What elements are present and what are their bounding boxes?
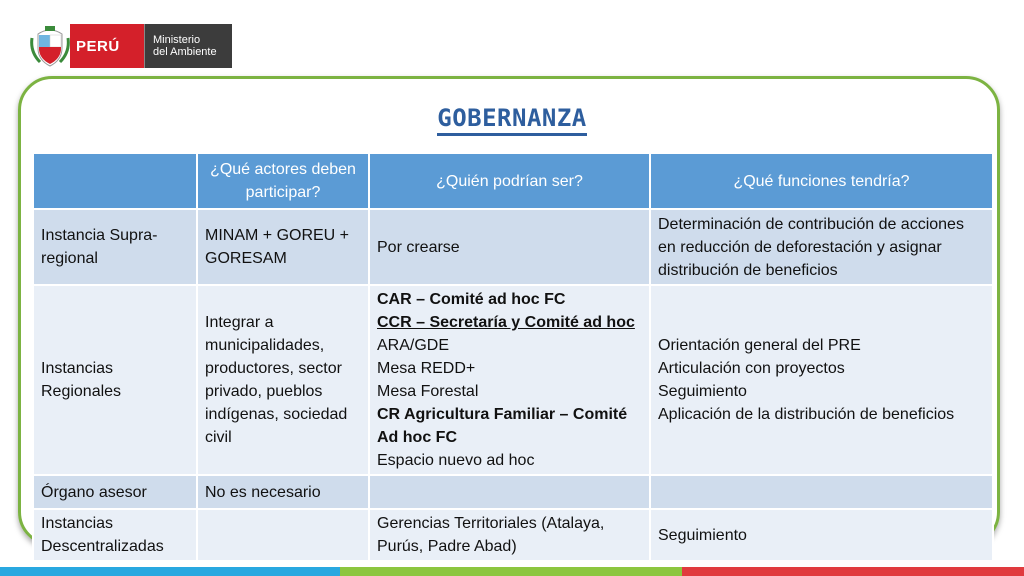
footer-stripe-green <box>340 567 682 576</box>
actors-cell: No es necesario <box>197 475 369 509</box>
ministry-name <box>144 24 232 68</box>
table-row <box>33 285 993 475</box>
peru-ministry-logo <box>30 24 232 68</box>
header-cell-empty <box>33 153 197 209</box>
function-line: Determinación de contribución de acciones en reducción de deforestación y asignar distribución de beneficios <box>658 215 964 279</box>
ministry-line1: Ministerio <box>153 34 201 46</box>
who-line: CAR – Comité ad hoc FC <box>377 291 566 308</box>
country-label: PERÚ <box>70 24 144 68</box>
function-line: Seguimiento <box>658 383 747 400</box>
actors-cell: MINAM + GOREU + GORESAM <box>197 209 369 285</box>
functions-cell <box>650 285 993 475</box>
instance-cell: Órgano asesor <box>33 475 197 509</box>
who-line: Gerencias Territoriales (Atalaya, Purús, Padre Abad) <box>377 515 605 555</box>
functions-cell <box>650 509 993 561</box>
who-line: Por crearse <box>377 238 460 256</box>
function-line: Seguimiento <box>658 526 747 544</box>
who-line: Mesa REDD+ <box>377 360 476 377</box>
instance-cell: Instancias Descentralizadas <box>33 509 197 561</box>
ministry-line2: del Ambiente <box>153 46 217 58</box>
functions-cell <box>650 209 993 285</box>
who-cell <box>369 209 650 285</box>
footer-stripe-red <box>682 567 1024 576</box>
table-header-row <box>33 153 993 209</box>
who-line: CR Agricultura Familiar – Comité Ad hoc FC <box>377 406 628 446</box>
table-row <box>33 475 993 509</box>
header-cell-functions: ¿Qué funciones tendría? <box>650 153 993 209</box>
who-line: ARA/GDE <box>377 337 450 354</box>
header-cell-who: ¿Quién podrían ser? <box>369 153 650 209</box>
who-cell <box>369 475 650 509</box>
instance-cell: Instancia Supra-regional <box>33 209 197 285</box>
governance-table <box>32 152 994 562</box>
actors-cell <box>197 509 369 561</box>
who-line: Espacio nuevo ad hoc <box>377 452 535 469</box>
who-cell <box>369 509 650 561</box>
actors-cell: Integrar a municipalidades, productores, sector privado, pueblos indígenas, sociedad civil <box>197 285 369 475</box>
functions-cell <box>650 475 993 509</box>
function-line: Orientación general del PRE <box>658 337 861 354</box>
slide-title: GOBERNANZA <box>437 104 587 136</box>
who-line: Mesa Forestal <box>377 383 479 400</box>
coat-of-arms-icon <box>30 24 70 68</box>
header-cell-actors: ¿Qué actores deben participar? <box>197 153 369 209</box>
slide-title-wrap <box>0 104 1024 132</box>
function-line: Aplicación de la distribución de beneficios <box>658 406 955 423</box>
table-row <box>33 509 993 561</box>
footer-stripe-blue <box>0 567 340 576</box>
instance-cell: Instancias Regionales <box>33 285 197 475</box>
table-row <box>33 209 993 285</box>
who-cell <box>369 285 650 475</box>
who-line: CCR – Secretaría y Comité ad hoc <box>377 314 635 331</box>
function-line: Articulación con proyectos <box>658 360 845 377</box>
